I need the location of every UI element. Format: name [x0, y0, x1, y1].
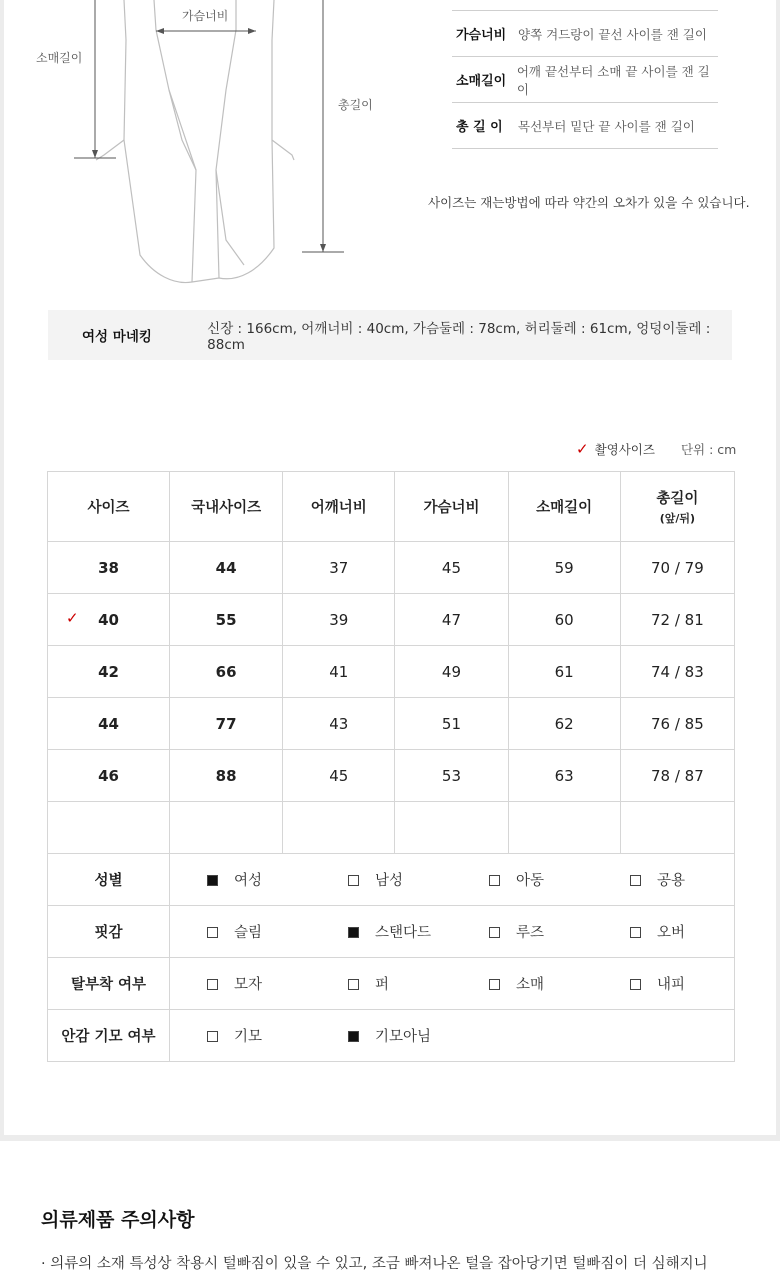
measure-row: 소매길이 어깨 끝선부터 소매 끝 사이를 잰 길이 [452, 56, 718, 102]
attr-row-gender: 성별 여성 남성 아동 공용 [48, 854, 735, 906]
table-row: 38 44 37 45 59 70 / 79 [48, 542, 735, 594]
option-unisex: 공용 [593, 869, 734, 890]
table-row-checked: ✓ 40 55 39 47 60 72 / 81 [48, 594, 735, 646]
option-loose: 루즈 [452, 921, 593, 942]
measure-row: 총 길 이 목선부터 밑단 끝 사이를 잰 길이 [452, 102, 718, 149]
option-lining: 내피 [593, 973, 734, 994]
table-row-empty [48, 802, 735, 854]
size-info-panel [4, 0, 776, 1135]
checkbox-empty-icon [348, 979, 359, 990]
header-size: 사이즈 [48, 472, 170, 542]
care-text: · 의류의 소재 특성상 착용시 털빠짐이 있을 수 있고, 조금 빠져나온 털을 잡아당기면 털빠짐이 더 심해지니 [41, 1256, 708, 1272]
chest-label: 가슴너비 [182, 9, 229, 23]
checkbox-empty-icon [207, 927, 218, 938]
option-male: 남성 [311, 869, 452, 890]
header-total: 총길이 (앞/뒤) [620, 472, 734, 542]
measurement-guide [452, 10, 718, 149]
option-standard: 스탠다드 [311, 921, 452, 942]
attr-row-detachable: 탈부착 여부 모자 퍼 소매 내피 [48, 958, 735, 1010]
option-sleeve: 소매 [452, 973, 593, 994]
option-female: 여성 [170, 869, 311, 890]
size-note: 사이즈는 재는방법에 따라 약간의 오차가 있을 수 있습니다. [428, 195, 750, 210]
header-chest: 가슴너비 [395, 472, 508, 542]
checkbox-empty-icon [630, 927, 641, 938]
checkbox-checked-icon [348, 927, 359, 938]
option-fur: 퍼 [311, 973, 452, 994]
option-kids: 아동 [452, 869, 593, 890]
table-legend [576, 440, 736, 458]
measure-row: 가슴너비 양쪽 겨드랑이 끝선 사이를 잰 길이 [452, 10, 718, 56]
checkbox-empty-icon [489, 875, 500, 886]
coat-outline-icon [4, 0, 424, 300]
model-measurements: 신장 : 166cm, 어깨너비 : 40cm, 가슴둘레 : 78cm, 허리둘레 : 61cm, 엉덩이둘레 : 88cm [207, 321, 711, 353]
checkbox-checked-icon [207, 875, 218, 886]
garment-diagram [4, 0, 424, 300]
checkbox-empty-icon [489, 979, 500, 990]
check-icon: ✓ [66, 609, 79, 627]
checkbox-empty-icon [207, 1031, 218, 1042]
table-row: 44 77 43 51 62 76 / 85 [48, 698, 735, 750]
shooting-size-label: 촬영사이즈 [594, 442, 655, 457]
model-info-box [48, 310, 732, 360]
checkbox-empty-icon [489, 927, 500, 938]
size-table [47, 471, 735, 1062]
header-sleeve: 소매길이 [508, 472, 620, 542]
checkbox-empty-icon [348, 875, 359, 886]
header-shoulder: 어깨너비 [283, 472, 395, 542]
option-hood: 모자 [170, 973, 311, 994]
unit-label: 단위 : cm [680, 442, 737, 457]
model-title: 여성 마네킹 [82, 329, 152, 345]
option-slim: 슬림 [170, 921, 311, 942]
option-over: 오버 [593, 921, 734, 942]
sleeve-label: 소매길이 [36, 51, 83, 65]
checkbox-empty-icon [207, 979, 218, 990]
check-icon: ✓ [576, 440, 589, 458]
header-total-sub: (앞/뒤) [659, 512, 696, 525]
checkbox-empty-icon [630, 875, 641, 886]
header-domestic: 국내사이즈 [170, 472, 283, 542]
table-header-row [48, 472, 735, 542]
attr-row-fit: 핏감 슬림 스탠다드 루즈 오버 [48, 906, 735, 958]
care-title: 의류제품 주의사항 [41, 1209, 195, 1231]
option-brushed: 기모 [170, 1025, 311, 1046]
table-row: 46 88 45 53 63 78 / 87 [48, 750, 735, 802]
total-length-label: 총길이 [338, 98, 373, 112]
attr-row-brushed: 안감 기모 여부 기모 기모아님 [48, 1010, 735, 1062]
checkbox-empty-icon [630, 979, 641, 990]
checkbox-checked-icon [348, 1031, 359, 1042]
option-not-brushed: 기모아님 [311, 1025, 452, 1046]
table-row: 42 66 41 49 61 74 / 83 [48, 646, 735, 698]
